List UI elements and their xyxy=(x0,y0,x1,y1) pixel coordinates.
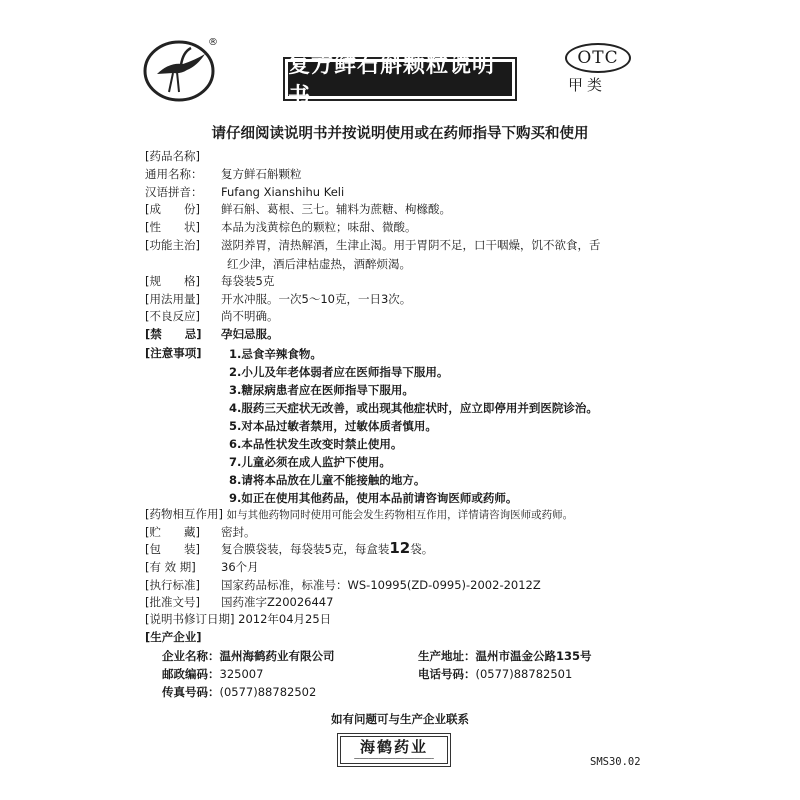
character-row xyxy=(145,220,417,235)
brand-name: 海鹤药业 xyxy=(359,738,428,756)
validity-label: [有 效 期] xyxy=(145,560,196,574)
manufacturer-section-label: [生产企业] xyxy=(145,630,202,644)
package-value-end: 袋。 xyxy=(410,542,434,556)
ingredients-row xyxy=(145,202,451,217)
spec-row xyxy=(145,274,274,289)
postcode-label: 邮政编码： xyxy=(162,667,220,681)
dosage-row xyxy=(145,292,411,307)
precaution-item: 7.儿童必须在成人监护下使用。 xyxy=(229,455,391,469)
storage-label: [贮 藏] xyxy=(145,525,200,539)
validity-row xyxy=(145,560,259,575)
dosage-label: [用法用量] xyxy=(145,292,200,306)
interaction-label: [药物相互作用] xyxy=(145,507,223,521)
pinyin-label: 汉语拼音： xyxy=(145,185,203,199)
phone-row xyxy=(418,666,572,682)
standard-row xyxy=(145,578,541,593)
precaution-item: 5.对本品过敏者禁用，过敏体质者慎用。 xyxy=(229,419,437,433)
drug-name-section-label: [药品名称] xyxy=(145,149,200,163)
interaction-value: 如与其他药物同时使用可能会发生药物相互作用，详情请咨询医师或药师。 xyxy=(226,509,574,521)
company-value: 温州海鹤药业有限公司 xyxy=(219,649,335,663)
package-count: 12 xyxy=(389,539,411,557)
indications-label: [功能主治] xyxy=(145,238,200,252)
registered-mark: ® xyxy=(208,37,218,48)
phone-value: (0577)88782501 xyxy=(475,667,573,681)
contraindications-row xyxy=(145,327,279,342)
character-value: 本品为浅黄棕色的颗粒；味甜、微酸。 xyxy=(221,220,417,234)
address-label: 生产地址： xyxy=(418,649,476,663)
brand-stamp xyxy=(337,733,451,767)
ingredients-value: 鲜石斛、葛根、三七。辅料为蔗糖、枸橼酸。 xyxy=(221,202,451,216)
company-label: 企业名称： xyxy=(162,649,220,663)
storage-row xyxy=(145,525,256,540)
generic-name-value: 复方鲜石斛颗粒 xyxy=(221,167,302,181)
adverse-row xyxy=(145,309,279,324)
pinyin-row xyxy=(145,185,344,200)
package-row xyxy=(145,541,433,557)
spec-value: 每袋装5克 xyxy=(221,274,275,288)
pinyin-value: Fufang Xianshihu Keli xyxy=(221,185,345,199)
fax-value: (0577)88782502 xyxy=(219,685,317,699)
leaflet-title-box xyxy=(283,53,517,109)
contraindications-label: [禁 忌] xyxy=(145,327,202,341)
postcode-value: 325007 xyxy=(219,667,264,681)
adverse-value: 尚不明确。 xyxy=(221,309,279,323)
precaution-item: 1.忌食辛辣食物。 xyxy=(229,347,322,361)
fax-label: 传真号码： xyxy=(162,685,220,699)
contraindications-value: 孕妇忌服。 xyxy=(221,327,279,341)
precautions-label: [注意事项] xyxy=(145,346,202,360)
precaution-item: 8.请将本品放在儿童不能接触的地方。 xyxy=(229,473,426,487)
validity-value: 36个月 xyxy=(221,560,259,574)
precaution-item: 6.本品性状发生改变时禁止使用。 xyxy=(229,437,403,451)
address-row xyxy=(418,648,592,664)
revision-row xyxy=(145,612,331,627)
dosage-value: 开水冲服。一次5～10克，一日3次。 xyxy=(221,292,412,306)
address-value: 温州市温金公路135号 xyxy=(475,649,592,663)
phone-label: 电话号码： xyxy=(418,667,476,681)
precaution-item: 9.如正在使用其他药品，使用本品前请咨询医师或药师。 xyxy=(229,491,518,505)
indications-row xyxy=(145,238,601,253)
fax-row xyxy=(162,684,316,700)
company-row xyxy=(162,648,335,664)
otc-class: 甲类 xyxy=(568,76,607,94)
precaution-item: 3.糖尿病患者应在医师指导下服用。 xyxy=(229,383,414,397)
otc-badge: OTC xyxy=(565,43,631,73)
revision-label: [说明书修订日期] xyxy=(145,612,235,626)
standard-label: [执行标准] xyxy=(145,578,200,592)
revision-value: 2012年04月25日 xyxy=(238,612,332,626)
contact-note: 如有问题可与生产企业联系 xyxy=(331,712,469,726)
approval-row xyxy=(145,595,333,610)
precaution-item: 2.小儿及年老体弱者应在医师指导下服用。 xyxy=(229,365,449,379)
character-label: [性 状] xyxy=(145,220,200,234)
adverse-label: [不良反应] xyxy=(145,309,200,323)
standard-value: 国家药品标准，标准号：WS-10995(ZD-0995)-2002-2012Z xyxy=(221,578,541,592)
interaction-row xyxy=(145,507,573,523)
approval-value: 国药准字Z20026447 xyxy=(221,595,334,609)
spec-label: [规 格] xyxy=(145,274,200,288)
indications-line-2: 红少津，酒后津枯虚热，酒醉烦渴。 xyxy=(227,257,411,271)
indications-line-1: 滋阴养胃，清热解酒，生津止渴。用于胃阴不足，口干咽燥，饥不欲食，舌 xyxy=(221,238,601,252)
storage-value: 密封。 xyxy=(221,525,256,539)
leaflet-title: 复方鲜石斛颗粒说明书 xyxy=(288,62,512,96)
document-code: SMS30.02 xyxy=(590,756,641,768)
crane-logo-icon xyxy=(143,40,215,102)
brand-subline-decoration: ━━━━━━━━━━━━━━━━━━━━━━━━━━━━━━━━━ xyxy=(354,756,434,761)
generic-name-label: 通用名称： xyxy=(145,167,203,181)
package-label: [包 装] xyxy=(145,542,200,556)
precaution-item: 4.服药三天症状无改善，或出现其他症状时，应立即停用并到医院诊治。 xyxy=(229,401,598,415)
approval-label: [批准文号] xyxy=(145,595,200,609)
ingredients-label: [成 份] xyxy=(145,202,200,216)
package-value: 复合膜袋装，每袋装5克，每盒装 xyxy=(221,542,390,556)
generic-name-row xyxy=(145,167,302,182)
instruction-heading: 请仔细阅读说明书并按说明使用或在药师指导下购买和使用 xyxy=(211,126,589,142)
postcode-row xyxy=(162,666,263,682)
